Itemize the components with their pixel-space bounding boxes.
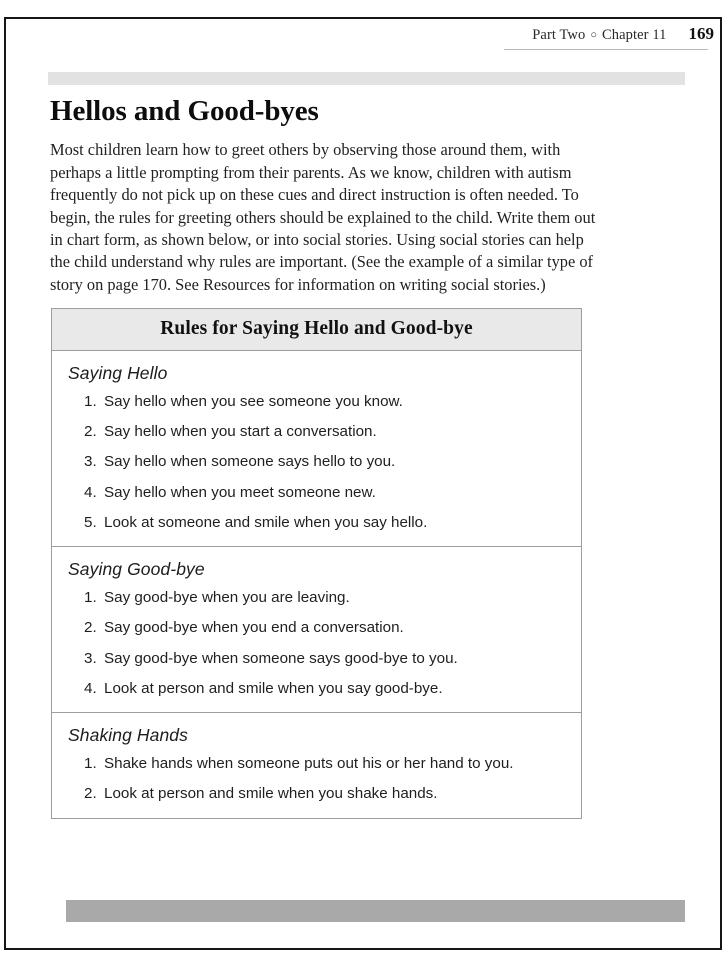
page-content bbox=[50, 96, 606, 296]
rule-number: 2. bbox=[84, 785, 97, 803]
rule-item bbox=[66, 514, 571, 532]
rule-number: 1. bbox=[84, 589, 97, 607]
rules-list bbox=[66, 393, 571, 532]
running-head-part: Part Two bbox=[532, 27, 586, 43]
rule-text: Say hello when you see someone you know. bbox=[104, 393, 403, 410]
rule-text: Say good-bye when you end a conversation. bbox=[104, 619, 404, 637]
section-heading: Saying Good-bye bbox=[68, 559, 205, 580]
rules-section bbox=[52, 712, 581, 817]
rule-item bbox=[66, 785, 571, 803]
rule-number: 1. bbox=[84, 393, 97, 410]
rule-text: Say hello when someone says hello to you. bbox=[104, 453, 396, 471]
rule-number: 4. bbox=[84, 483, 97, 501]
rule-text: Look at person and smile when you say good-bye. bbox=[104, 679, 443, 697]
rule-number: 2. bbox=[84, 423, 97, 441]
running-head-chapter: Chapter 11 bbox=[602, 27, 667, 43]
rule-number: 4. bbox=[84, 679, 97, 697]
rules-table-title: Rules for Saying Hello and Good-bye bbox=[160, 318, 473, 339]
rule-item bbox=[66, 453, 571, 471]
running-head-separator-icon: ○ bbox=[590, 29, 597, 41]
rule-item bbox=[66, 650, 571, 668]
rules-section bbox=[52, 546, 581, 712]
rule-item bbox=[66, 619, 571, 637]
rule-number: 2. bbox=[84, 619, 97, 637]
rule-item bbox=[66, 589, 571, 607]
section-heading: Shaking Hands bbox=[68, 725, 188, 746]
page-title: Hellos and Good-byes bbox=[50, 95, 319, 127]
top-decorative-bar bbox=[48, 72, 685, 85]
rule-item bbox=[66, 393, 571, 411]
bottom-decorative-bar bbox=[66, 900, 685, 922]
rule-number: 1. bbox=[84, 755, 97, 773]
rules-list bbox=[66, 755, 571, 803]
rule-number: 5. bbox=[84, 513, 97, 531]
rules-section bbox=[52, 351, 581, 546]
intro-paragraph: Most children learn how to greet others by observing those around them, with perhaps a little prompting from their parents. As we know, children with autism frequently do not pick up on these cues and direct instruction is often needed. To begin, the rules for greeting others should be explained to the child. Write them out in chart form, as shown below, or into social stories. Using social stories can help the child understand why rules are important. (See the example of a similar type of story on page 170. See Resources for information on writing social stories.) bbox=[50, 140, 596, 294]
rule-text: Say good-bye when someone says good-bye to you. bbox=[104, 649, 458, 667]
rules-table-header bbox=[52, 309, 581, 351]
rule-text: Look at someone and smile when you say hello. bbox=[104, 513, 428, 531]
rule-text: Look at person and smile when you shake hands. bbox=[104, 785, 438, 803]
rules-table bbox=[51, 308, 582, 819]
rule-text: Say hello when you start a conversation. bbox=[104, 423, 377, 441]
rule-text: Say good-bye when you are leaving. bbox=[104, 589, 350, 607]
rules-list bbox=[66, 589, 571, 698]
rule-number: 3. bbox=[84, 649, 97, 667]
rule-item bbox=[66, 755, 571, 773]
running-head bbox=[0, 24, 728, 46]
rule-text: Shake hands when someone puts out his or her hand to you. bbox=[104, 755, 514, 773]
rules-sections bbox=[52, 351, 581, 818]
running-head-rule bbox=[504, 49, 708, 50]
running-head-inner bbox=[532, 24, 714, 44]
rule-item bbox=[66, 484, 571, 502]
rule-text: Say hello when you meet someone new. bbox=[104, 483, 376, 501]
rule-item bbox=[66, 423, 571, 441]
rule-number: 3. bbox=[84, 453, 97, 471]
section-heading: Saying Hello bbox=[68, 363, 168, 383]
rule-item bbox=[66, 680, 571, 698]
page-number: 169 bbox=[688, 24, 714, 43]
